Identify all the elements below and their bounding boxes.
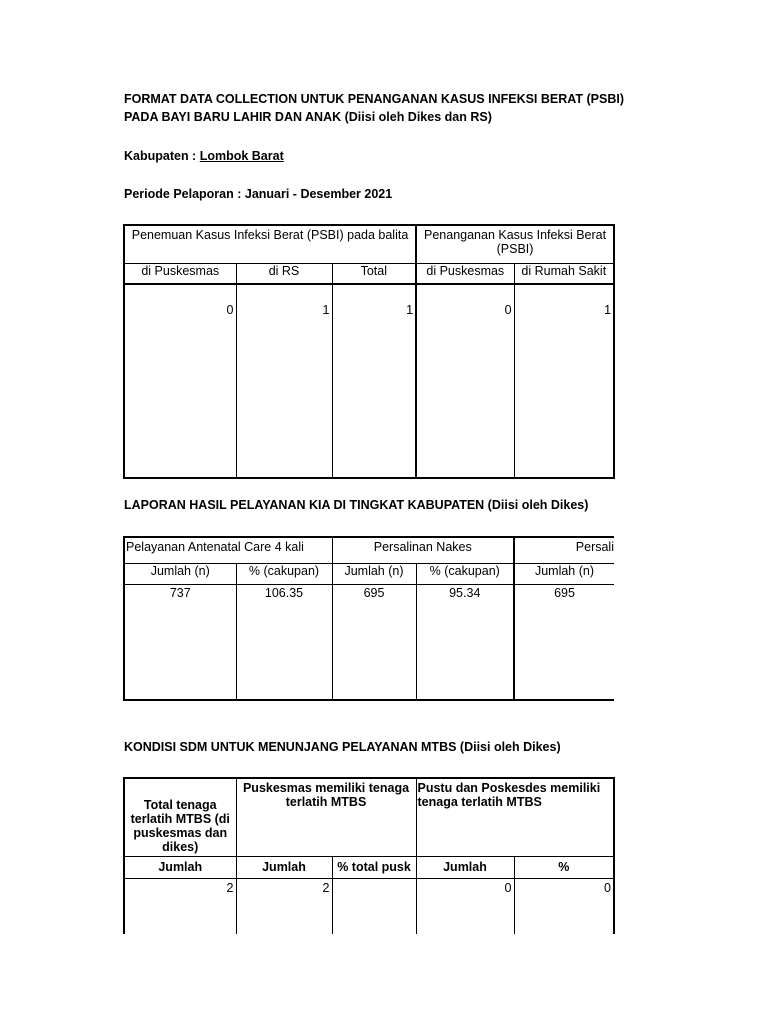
psbi-col-penanganan-rumah-sakit: di Rumah Sakit <box>514 263 614 284</box>
sdm-group-puskesmas-line2: terlatih MTBS <box>285 795 367 809</box>
kia-col-persali-jumlah: Jumlah (n) <box>514 563 614 584</box>
kia-value-persalinan-jumlah: 695 <box>332 584 416 700</box>
kia-col-persalinan-cakupan: % (cakupan) <box>416 563 514 584</box>
psbi-col-puskesmas: di Puskesmas <box>124 263 236 284</box>
periode-pelaporan: Periode Pelaporan : Januari - Desember 2021 <box>124 187 393 201</box>
kabupaten-value: Lombok Barat <box>199 149 284 163</box>
sdm-value-pustu-persen: 0 <box>514 878 614 934</box>
sdm-col-jumlah-pustu: Jumlah <box>416 856 514 878</box>
sdm-value-persen-total-pusk <box>332 878 416 934</box>
kia-value-antenatal-cakupan: 106.35 <box>236 584 332 700</box>
sdm-col-persen-total-pusk: % total pusk <box>332 856 416 878</box>
psbi-value-total: 1 <box>332 284 416 478</box>
sdm-col-jumlah-puskesmas: Jumlah <box>236 856 332 878</box>
kia-group-antenatal: Pelayanan Antenatal Care 4 kali <box>124 537 332 563</box>
sdm-col-jumlah-total: Jumlah <box>124 856 236 878</box>
kabupaten-line <box>124 149 284 163</box>
sdm-group-puskesmas-line1: Puskesmas memiliki tenaga <box>242 781 410 795</box>
sdm-col-total-line4: dikes) <box>162 839 199 854</box>
psbi-value-puskesmas: 0 <box>124 284 236 478</box>
sdm-value-puskesmas-jumlah: 2 <box>236 878 332 934</box>
psbi-group-penanganan-line2: (PSBI) <box>496 242 534 256</box>
kia-value-antenatal-jumlah: 737 <box>124 584 236 700</box>
psbi-group-penemuan: Penemuan Kasus Infeksi Berat (PSBI) pada balita <box>124 225 416 263</box>
kia-group-persalinan: Persalinan Nakes <box>332 537 514 563</box>
document-title-line2: PADA BAYI BARU LAHIR DAN ANAK (Diisi oleh Dikes dan RS) <box>124 110 492 124</box>
kia-value-persali-jumlah: 695 <box>514 584 614 700</box>
sdm-value-pustu-jumlah: 0 <box>416 878 514 934</box>
psbi-group-penanganan-line1: Penanganan Kasus Infeksi Berat <box>424 228 607 242</box>
sdm-section-title: KONDISI SDM UNTUK MENUNJANG PELAYANAN MTBS (Diisi oleh Dikes) <box>124 740 561 754</box>
kia-value-persalinan-cakupan: 95.34 <box>416 584 514 700</box>
psbi-value-penanganan-puskesmas: 0 <box>416 284 514 478</box>
sdm-group-pustu-line2: tenaga terlatih MTBS <box>417 795 542 809</box>
sdm-col-total-line2: terlatih MTBS (di <box>130 811 230 826</box>
document-title-line1: FORMAT DATA COLLECTION UNTUK PENANGANAN KASUS INFEKSI BERAT (PSBI) <box>124 92 624 106</box>
sdm-col-total-line3: puskesmas dan <box>133 825 228 840</box>
kia-group-persali: Persali <box>514 537 614 563</box>
sdm-group-pustu-line1: Pustu dan Poskesdes memiliki <box>417 781 601 795</box>
kia-section-title: LAPORAN HASIL PELAYANAN KIA DI TINGKAT KABUPATEN (Diisi oleh Dikes) <box>124 498 589 512</box>
psbi-col-rs: di RS <box>236 263 332 284</box>
sdm-group-pustu <box>416 778 614 856</box>
kia-table <box>123 536 614 701</box>
psbi-col-total: Total <box>332 263 416 284</box>
psbi-value-penanganan-rumah-sakit: 1 <box>514 284 614 478</box>
psbi-group-penanganan <box>416 225 614 263</box>
kia-col-persalinan-jumlah: Jumlah (n) <box>332 563 416 584</box>
sdm-group-puskesmas <box>236 778 416 856</box>
kia-col-antenatal-jumlah: Jumlah (n) <box>124 563 236 584</box>
sdm-col-total-tenaga <box>124 778 236 856</box>
sdm-col-persen-pustu: % <box>514 856 614 878</box>
sdm-table <box>123 777 615 934</box>
sdm-col-total-line1: Total tenaga <box>143 797 217 812</box>
kia-col-antenatal-cakupan: % (cakupan) <box>236 563 332 584</box>
sdm-value-total: 2 <box>124 878 236 934</box>
psbi-table <box>123 224 615 479</box>
psbi-value-rs: 1 <box>236 284 332 478</box>
kabupaten-label: Kabupaten : <box>124 149 200 163</box>
psbi-col-penanganan-puskesmas: di Puskesmas <box>416 263 514 284</box>
